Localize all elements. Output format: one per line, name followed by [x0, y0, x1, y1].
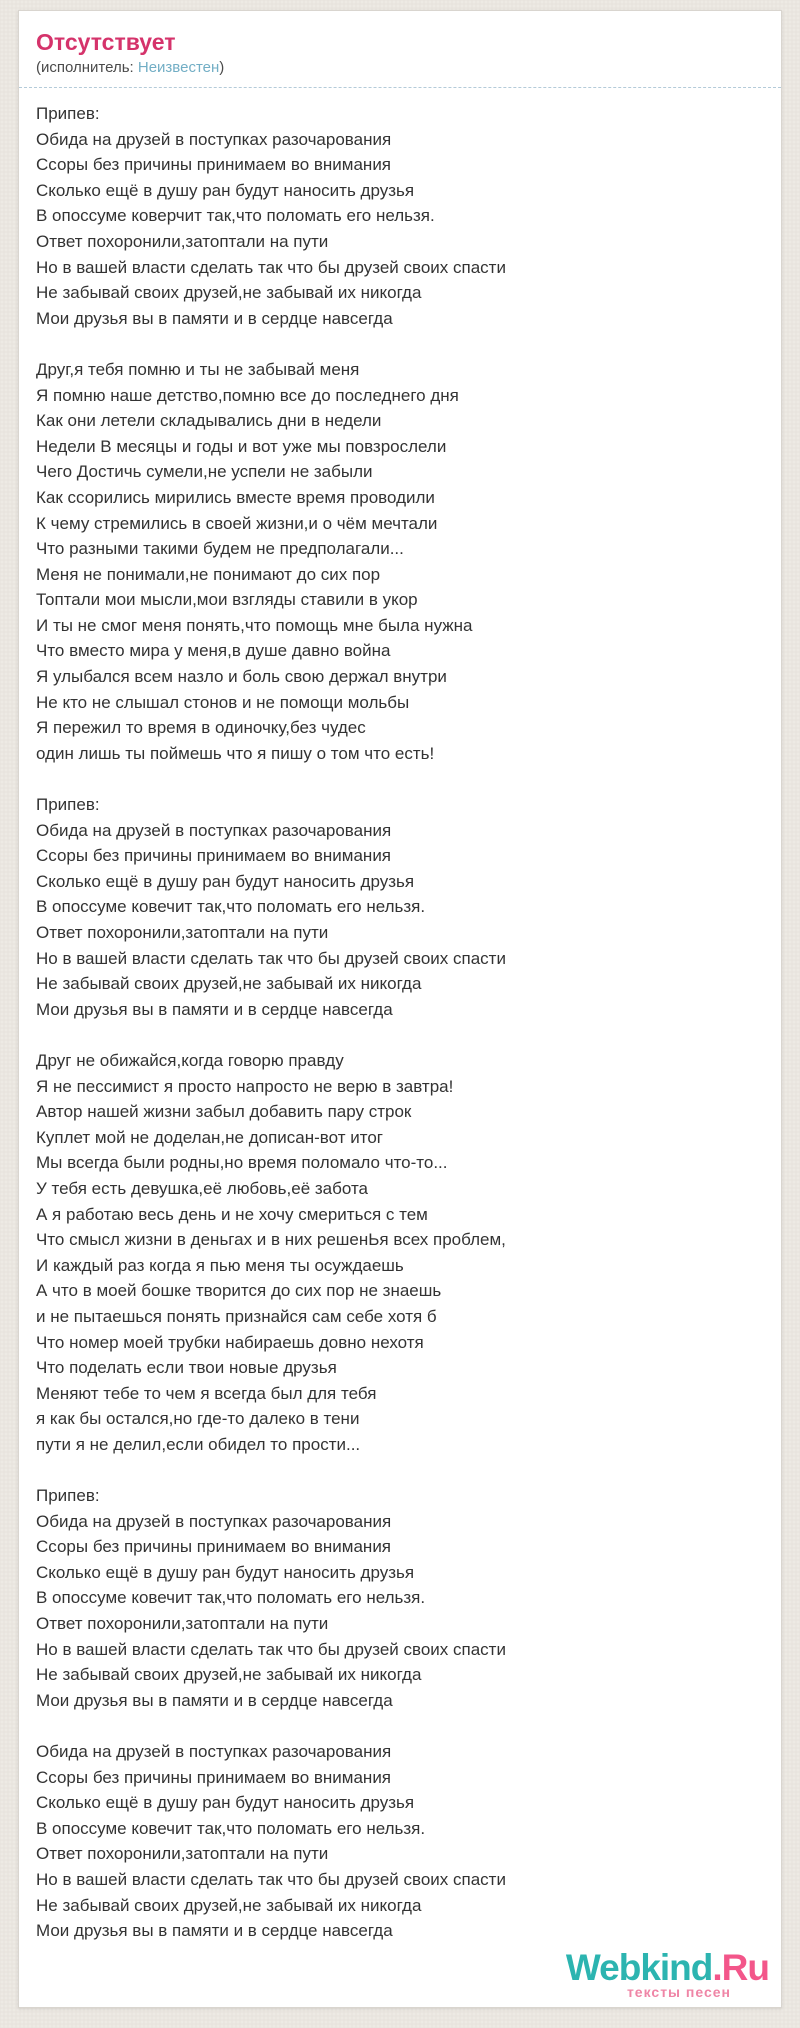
song-title: Отсутствует — [36, 29, 176, 55]
artist-line — [36, 58, 761, 77]
stanza: Припев: Обида на друзей в поступках разочарования Ссоры без причины принимаем во внимания Сколько ещё в душу ран будут наносить друзья В опоссуме коверчит так,что поломать его нельзя. Ответ похоронили,затоптали на пути Но в вашей власти сделать так что бы друзей своих спасти Не забывай своих друзей,не забывай их никогда Мои друзья вы в памяти и в сердце навсегда — [36, 104, 506, 328]
logo-tagline: тексты песен — [626, 1984, 731, 2000]
stanza: Друг не обижайся,когда говорю правду Я не пессимист я просто напросто не верю в завтра! Автор нашей жизни забыл добавить пару строк Куплет мой не доделан,не дописан-вот итог Мы всегда были родны,но время поломало что-то... У тебя есть девушка,её любовь,её забота А я работаю весь день и не хочу смериться с тем Что смысл жизни в деньгах и в них решенЬя всех проблем, И каждый раз когда я пью меня ты осуждаешь А что в моей бошке творится до сих пор не знаешь и не пытаешься понять признайся сам себе хотя б Что номер моей трубки набираешь довно нехотя Что поделать если твои новые друзья Меняют тебе то чем я всегда был для тебя я как бы остался,но где-то далеко в тени пути я не делил,если обидел то прости... — [36, 1050, 506, 1454]
lyrics — [19, 88, 781, 1944]
stanza: Припев: Обида на друзей в поступках разочарования Ссоры без причины принимаем во внимания Сколько ещё в душу ран будут наносить друзья В опоссуме ковечит так,что поломать его нельзя. Ответ похоронили,затоптали на пути Но в вашей власти сделать так что бы друзей своих спасти Не забывай своих друзей,не забывай их никогда Мои друзья вы в памяти и в сердце навсегда — [36, 1486, 506, 1710]
stanza: Припев: Обида на друзей в поступках разочарования Ссоры без причины принимаем во внимания Сколько ещё в душу ран будут наносить друзья В опоссуме ковечит так,что поломать его нельзя. Ответ похоронили,затоптали на пути Но в вашей власти сделать так что бы друзей своих спасти Не забывай своих друзей,не забывай их никогда Мои друзья вы в памяти и в сердце навсегда — [36, 795, 506, 1019]
artist-label: (исполнитель: — [36, 59, 138, 76]
lyrics-card — [18, 10, 782, 2008]
webkind-logo[interactable] — [566, 1949, 769, 1999]
artist-close-paren: ) — [219, 59, 225, 76]
artist-link[interactable]: Неизвестен — [137, 59, 220, 76]
webkind-logo-text — [566, 1949, 769, 1986]
song-header — [19, 11, 781, 88]
logo-text-webkind: Webkind — [565, 1947, 713, 1988]
logo-text-ru: .Ru — [712, 1947, 769, 1988]
stanza: Обида на друзей в поступках разочарования Ссоры без причины принимаем во внимания Сколько ещё в душу ран будут наносить друзья В опоссуме ковечит так,что поломать его нельзя. Ответ похоронили,затоптали на пути Но в вашей власти сделать так что бы друзей своих спасти Не забывай своих друзей,не забывай их никогда Мои друзья вы в памяти и в сердце навсегда — [36, 1742, 506, 1941]
stanza: Друг,я тебя помню и ты не забывай меня Я помню наше детство,помню все до последнего дня Как они летели складывались дни в недели Недели В месяцы и годы и вот уже мы повзрослели Чего Достичь сумели,не успели не забыли Как ссорились мирились вместе время проводили К чему стремились в своей жизни,и о чём мечтали Что разными такими будем не предполагали... Меня не понимали,не понимают до сих пор Топтали мои мысли,мои взгляды ставили в укор И ты не смог меня понять,что помощь мне была нужна Что вместо мира у меня,в душе давно война Я улыбался всем назло и боль свою держал внутри Не кто не слышал стонов и не помощи мольбы Я пережил то время в одиночку,без чудес один лишь ты поймешь что я пишу о том что есть! — [36, 359, 473, 763]
